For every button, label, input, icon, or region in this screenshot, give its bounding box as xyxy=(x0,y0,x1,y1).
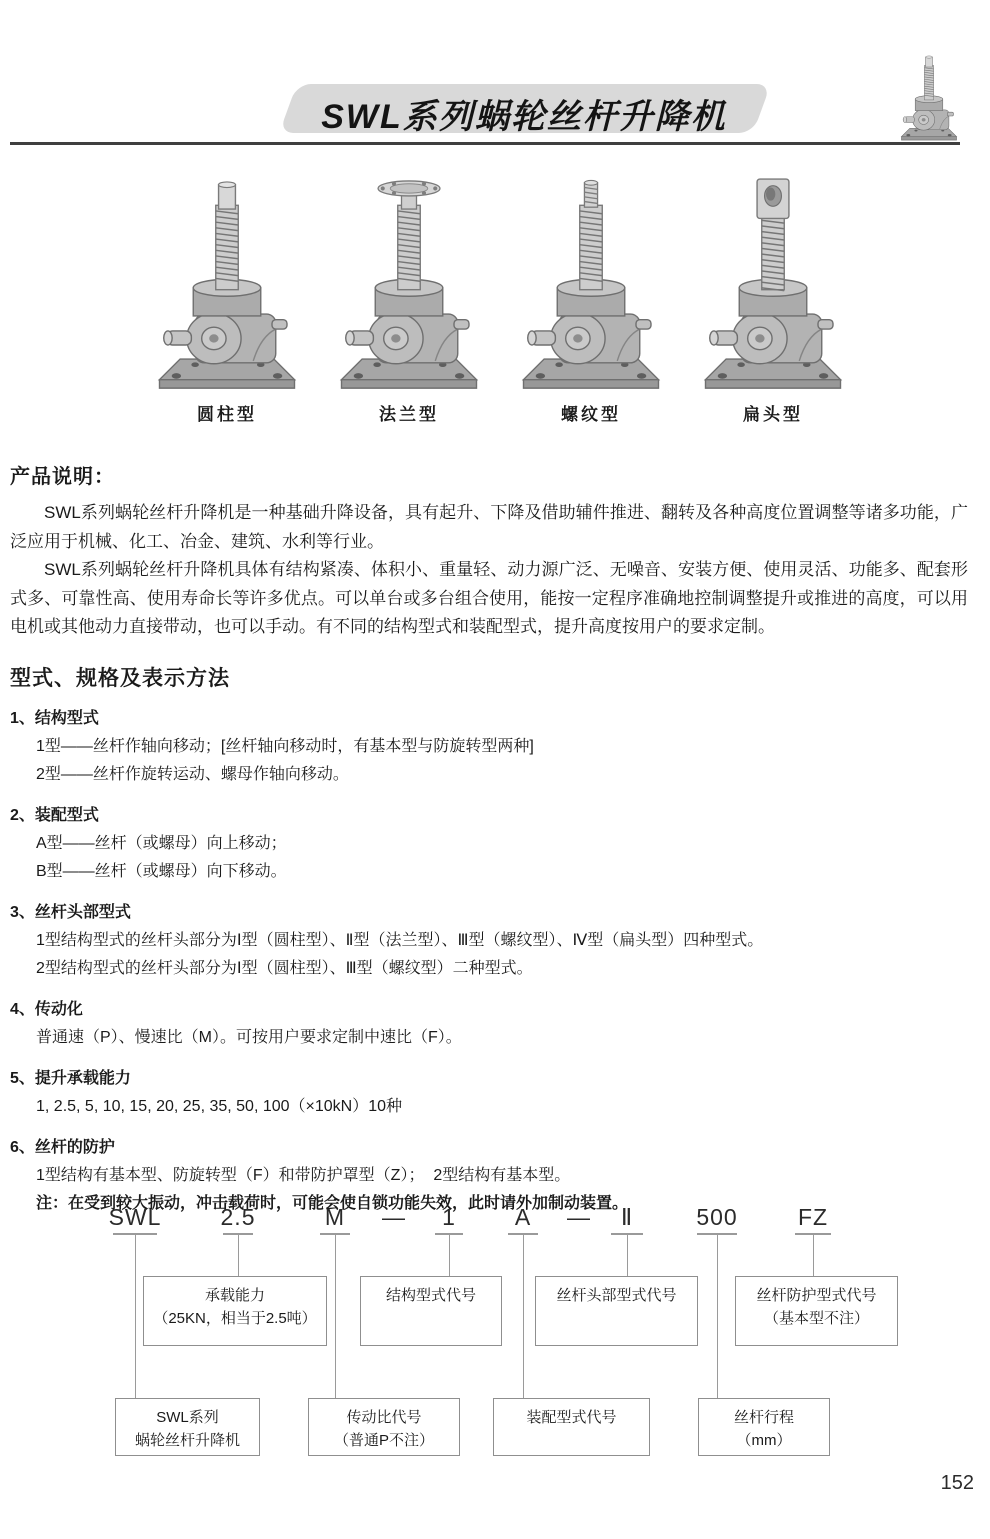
jack-cylindrical-illustration xyxy=(152,176,302,394)
figure-label: 圆柱型 xyxy=(197,405,257,424)
figure-threaded xyxy=(512,176,670,425)
spec-line: 2型结构型式的丝杆头部分为Ⅰ型（圆柱型）、Ⅲ型（螺纹型）二种型式。 xyxy=(36,959,533,977)
spec-line: 1型结构型式的丝杆头部分为Ⅰ型（圆柱型）、Ⅱ型（法兰型）、Ⅲ型（螺纹型）、Ⅳ型（扁头型）四种型式。 xyxy=(36,931,764,949)
code-box-line: 结构型式代号 xyxy=(385,1287,476,1304)
code-box-screw-travel xyxy=(698,1398,830,1456)
header-divider xyxy=(10,142,960,145)
code-box-screw-head-type xyxy=(535,1276,698,1346)
jack-flange-illustration xyxy=(334,176,484,394)
connector-line xyxy=(523,1235,524,1398)
model-token-head: Ⅱ xyxy=(620,1204,634,1230)
model-token-capacity: 2.5 xyxy=(220,1204,256,1230)
code-box-series xyxy=(115,1398,260,1456)
spec-item-title: 2、装配型式 xyxy=(10,806,99,824)
model-code-diagram xyxy=(0,1200,990,1490)
model-token-series: SWL xyxy=(108,1204,162,1230)
connector-line xyxy=(135,1235,136,1398)
model-token-protection: FZ xyxy=(797,1204,829,1230)
code-box-line: 装配型式代号 xyxy=(526,1409,617,1426)
code-box-line: 承载能力 xyxy=(204,1287,265,1304)
description-paragraph: SWL系列蜗轮丝杆升降机具体有结构紧凑、体积小、重量轻、动力源广泛、无噪音、安装方便、使用灵活、功能多、配套形式多、可靠性高、使用寿命长等许多优点。可以单台或多台组合使用，能按一定程序准确地控制调整提升或推进的高度，可以用电机或其他动力直接带动，也可以手动。有不同的结构型式和装配型式，提升高度按用户的要求定制。 xyxy=(10,560,968,636)
connector-line xyxy=(238,1235,239,1276)
figure-flange xyxy=(330,176,488,425)
model-token-travel: 500 xyxy=(696,1204,738,1230)
jack-thumbnail-icon xyxy=(898,54,960,142)
spec-heading: 型式、规格及表示方法 xyxy=(10,666,230,690)
figure-label: 扁头型 xyxy=(743,405,803,424)
connector-line xyxy=(335,1235,336,1398)
spec-item-title: 3、丝杆头部型式 xyxy=(10,903,131,921)
code-box-line: 丝杆头部型式代号 xyxy=(556,1287,677,1304)
spec-item-title: 4、传动化 xyxy=(10,1000,83,1018)
spec-item-title: 5、提升承载能力 xyxy=(10,1069,131,1087)
spec-line: 普通速（P）、慢速比（M）。可按用户要求定制中速比（F）。 xyxy=(36,1028,462,1046)
code-box-line: 传动比代号 xyxy=(346,1409,422,1426)
spec-line: A型——丝杆（或螺母）向上移动； xyxy=(36,834,287,852)
jack-flathead-illustration xyxy=(698,176,848,394)
page-number: 152 xyxy=(940,1472,974,1494)
figure-label: 法兰型 xyxy=(379,405,439,424)
spec-line: 1型——丝杆作轴向移动；[丝杆轴向移动时，有基本型与防旋转型两种] xyxy=(36,737,534,755)
spec-line: B型——丝杆（或螺母）向下移动。 xyxy=(36,862,287,880)
code-box-line: 丝杆行程 xyxy=(733,1409,794,1426)
spec-item-title: 1、结构型式 xyxy=(10,709,99,727)
code-box-line: （基本型不注） xyxy=(763,1310,869,1327)
model-token-assembly: A xyxy=(514,1204,532,1230)
code-box-line: SWL系列 xyxy=(156,1409,219,1426)
model-token-structure: 1 xyxy=(442,1204,456,1230)
product-figures xyxy=(148,176,852,425)
code-box-structure-type xyxy=(360,1276,502,1346)
description-heading: 产品说明： xyxy=(10,466,115,488)
connector-line xyxy=(813,1235,814,1276)
code-box-line: （普通P不注） xyxy=(333,1432,434,1449)
code-box-ratio xyxy=(308,1398,460,1456)
code-box-line: （mm） xyxy=(736,1432,792,1449)
spec-item-title: 6、丝杆的防护 xyxy=(10,1138,115,1156)
code-box-line: 丝杆防护型式代号 xyxy=(756,1287,877,1304)
connector-line xyxy=(449,1235,450,1276)
model-token-dash: — xyxy=(382,1204,406,1230)
jack-threaded-illustration xyxy=(516,176,666,394)
figure-flathead xyxy=(694,176,852,425)
figure-cylindrical xyxy=(148,176,306,425)
figure-label: 螺纹型 xyxy=(561,405,621,424)
spec-line: 1型结构有基本型、防旋转型（F）和带防护罩型（Z）； 2型结构有基本型。 xyxy=(36,1166,571,1184)
model-token-ratio: M xyxy=(324,1204,346,1230)
model-token-dash: — xyxy=(567,1204,591,1230)
spec-line: 1, 2.5, 5, 10, 15, 20, 25, 35, 50, 100（×10kN）10种 xyxy=(36,1097,403,1115)
code-box-line: （25KN，相当于2.5吨） xyxy=(153,1310,317,1327)
description-paragraph: SWL系列蜗轮丝杆升降机是一种基础升降设备，具有起升、下降及借助辅件推进、翻转及各种高度位置调整等诸多功能，广泛应用于机械、化工、冶金、建筑、水利等行业。 xyxy=(10,503,968,551)
connector-line xyxy=(717,1235,718,1398)
code-box-protection-type xyxy=(735,1276,898,1346)
connector-line xyxy=(627,1235,628,1276)
code-box-load-capacity xyxy=(143,1276,327,1346)
main-content xyxy=(10,460,968,1218)
spec-note: 注：在受到较大振动，冲击载荷时，可能会使自锁功能失效，此时请外加制动装置。 xyxy=(36,1194,629,1212)
code-box-line: 蜗轮丝杆升降机 xyxy=(134,1432,240,1449)
spec-line: 2型——丝杆作旋转运动、螺母作轴向移动。 xyxy=(36,765,349,783)
code-box-assembly-type xyxy=(493,1398,650,1456)
page-title: SWL系列蜗轮丝杆升降机 xyxy=(321,98,727,136)
